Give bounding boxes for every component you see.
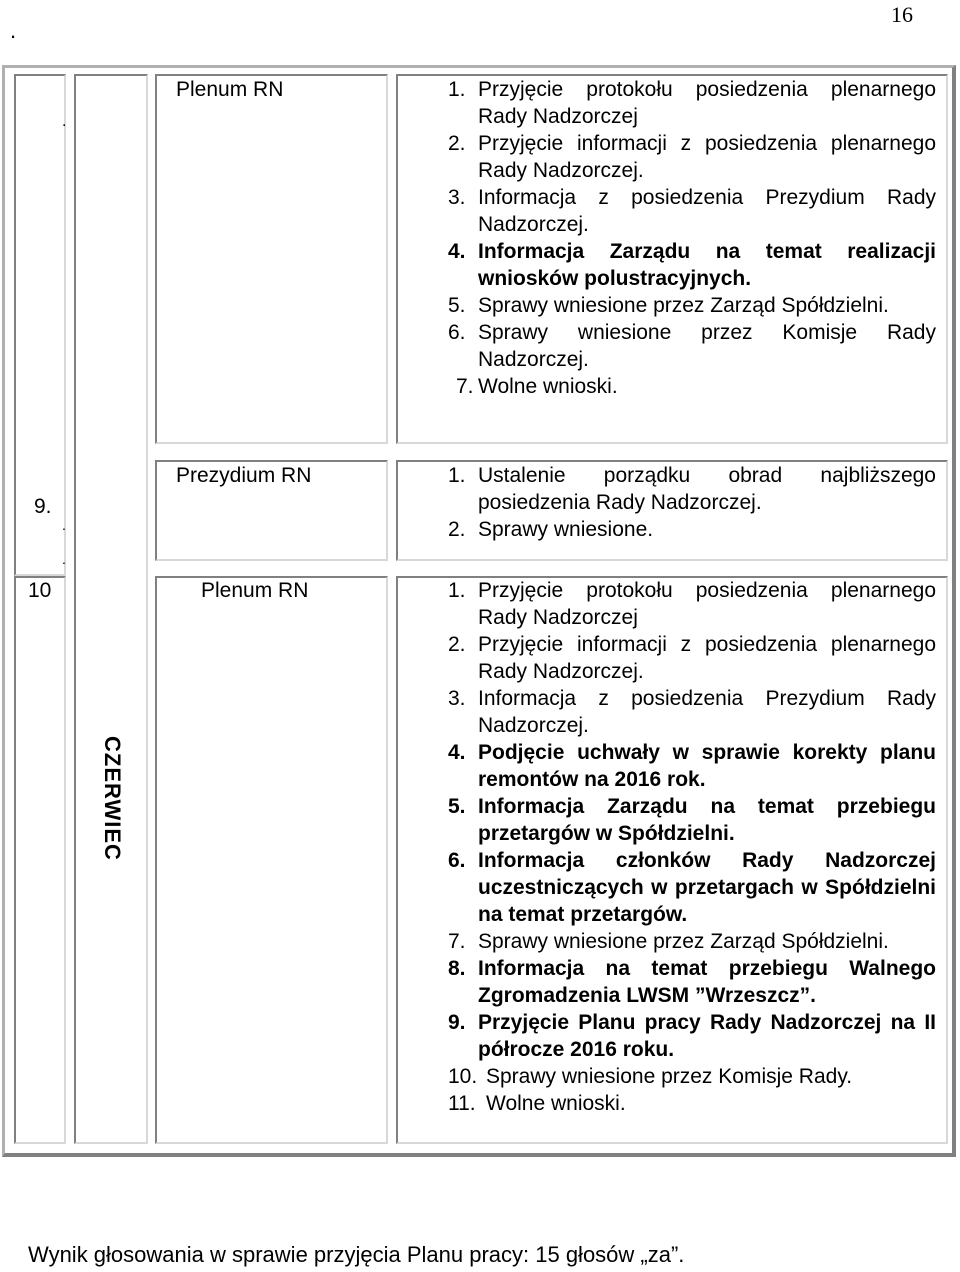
row-dot: . xyxy=(62,551,66,567)
agenda-item: 1. Przyjęcie protokołu posiedzenia plenarnego Rady Nadzorczej xyxy=(448,78,936,128)
agenda-item: 8. Informacja na temat przebiegu Walnego Zgromadzenia LWSM ”Wrzeszcz”. xyxy=(448,957,936,1007)
agenda-item: 5. Informacja Zarządu na temat przebiegu przetargów w Spółdzielni. xyxy=(448,795,936,845)
row-dot: . xyxy=(62,113,67,130)
agenda-item: 6. Sprawy wniesione przez Komisje Rady Nadzorczej. xyxy=(448,321,936,371)
row-number: 9. xyxy=(34,495,52,518)
agenda-item: 7. Sprawy wniesione przez Zarząd Spółdzielni. xyxy=(448,930,889,953)
agenda-list-2 xyxy=(448,462,936,543)
cell-body-1 xyxy=(155,74,388,444)
cell-number-10 xyxy=(14,576,66,1144)
agenda-item: 10. Sprawy wniesione przez Komisje Rady. xyxy=(448,1065,853,1088)
agenda-item: 2. Przyjęcie informacji z posiedzenia plenarnego Rady Nadzorczej. xyxy=(448,132,936,182)
agenda-item: 9. Przyjęcie Planu pracy Rady Nadzorczej na II półrocze 2016 roku. xyxy=(448,1011,936,1061)
row-dot: . xyxy=(62,517,66,533)
agenda-item: 1. Ustalenie porządku obrad najbliższego posiedzenia Rady Nadzorczej. xyxy=(448,464,936,514)
agenda-list-1 xyxy=(448,76,936,400)
agenda-item: 7. Wolne wnioski. xyxy=(456,375,618,398)
body-name: Plenum RN xyxy=(201,579,309,602)
agenda-item: 2. Przyjęcie informacji z posiedzenia plenarnego Rady Nadzorczej. xyxy=(448,633,936,683)
cell-month-column xyxy=(74,74,148,1144)
agenda-item: 3. Informacja z posiedzenia Prezydium Rady Nadzorczej. xyxy=(448,186,936,236)
body-name: Prezydium RN xyxy=(176,464,312,487)
agenda-item: 1. Przyjęcie protokołu posiedzenia plenarnego Rady Nadzorczej xyxy=(448,579,936,629)
agenda-item: 11. Wolne wnioski. xyxy=(448,1092,626,1115)
top-dot: . xyxy=(10,18,17,43)
agenda-item: 2. Sprawy wniesione. xyxy=(448,518,654,541)
agenda-item: 6. Informacja członków Rady Nadzorczej uczestniczących w przetargach w Spółdzielni na temat przetargów. xyxy=(448,849,936,926)
agenda-item: 4. Podjęcie uchwały w sprawie korekty planu remontów na 2016 rok. xyxy=(448,741,936,791)
cell-body-3 xyxy=(155,576,388,1144)
vote-result: Wynik głosowania w sprawie przyjęcia Planu pracy: 15 głosów „za”. xyxy=(28,1242,685,1267)
agenda-item: 5. Sprawy wniesione przez Zarząd Spółdzielni. xyxy=(448,294,889,317)
month-label: CZERWIEC xyxy=(100,736,125,861)
body-name: Plenum RN xyxy=(176,78,284,101)
agenda-item: 4. Informacja Zarządu na temat realizacji wniosków polustracyjnych. xyxy=(448,240,936,290)
page-number: 16 xyxy=(891,2,913,27)
agenda-list-3 xyxy=(448,577,936,1117)
row-number: 10 xyxy=(28,579,52,602)
agenda-item: 3. Informacja z posiedzenia Prezydium Rady Nadzorczej. xyxy=(448,687,936,737)
